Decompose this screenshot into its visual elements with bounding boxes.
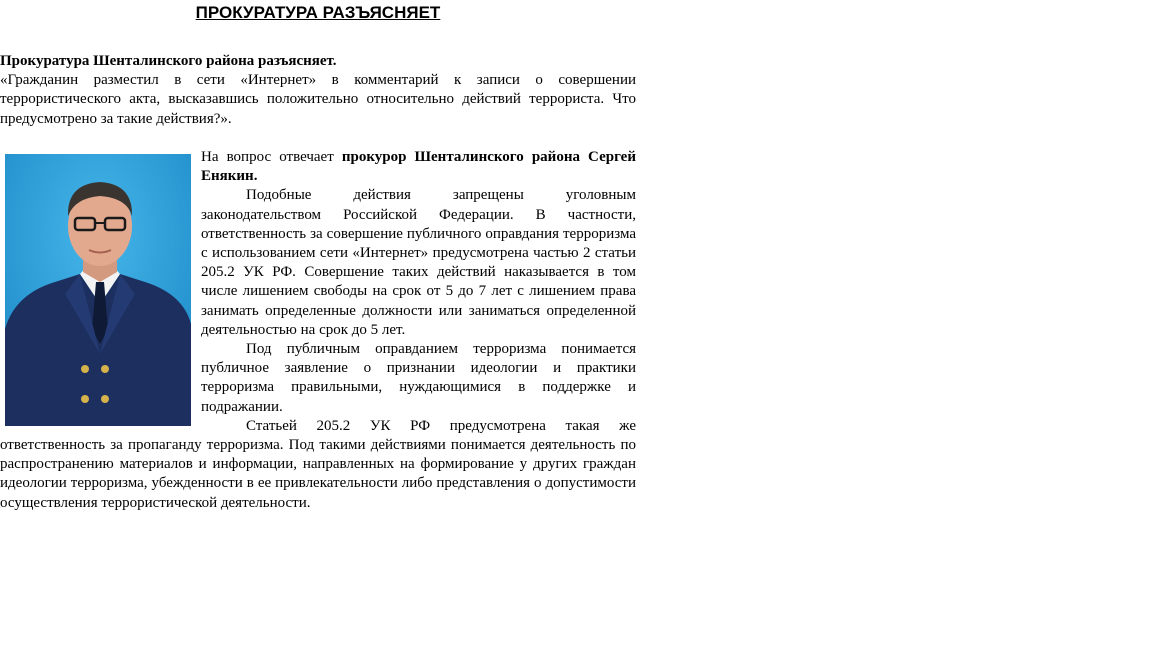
answer-paragraph-1: Подобные действия запрещены уголовным законодательством Российской Федерации. В частности, ответственность за совершение публичного оправдания терроризма с использованием сети «Интернет» предусмотрена частью 2 статьи 205.2 УК РФ. Совершение таких действий наказывается в том числе лишением свободы на срок от 5 до 7 лет с лишением права занимать определенные должности или заниматься определенной деятельностью на срок до 5 лет. <box>201 187 636 338</box>
page-title: ПРОКУРАТУРА РАЗЪЯСНЯЕТ <box>195 3 441 22</box>
citizen-question: «Гражданин разместил в сети «Интернет» в комментарий к записи о совершении террористического акта, высказавшись положительно относительно действий террориста. Что предусмотрено за такие действия?». <box>0 72 636 127</box>
prosecutor-photo <box>5 154 191 426</box>
intro-block <box>0 52 636 148</box>
answer-lead-text: На вопрос отвечает <box>201 149 342 165</box>
answer-paragraph-2: Под публичным оправданием терроризма понимается публичное заявление о признании идеологии и практики терроризма правильными, нуждающимися в поддержке и подражании. <box>201 341 636 415</box>
intro-title: Прокуратура Шенталинского района разъясняет. <box>0 53 337 69</box>
answer-paragraph-3: Статьей 205.2 УК РФ предусмотрена такая же ответственность за пропаганду терроризма. Под такими действиями понимается деятельность по распространению материалов и информации, направленных на формирование у других граждан идеологии терроризма, убежденности в ее привлекательности либо представления о допустимости осуществления террористической деятельности. <box>0 417 636 511</box>
article-body <box>0 52 636 513</box>
prosecutor-portrait-icon <box>5 154 191 426</box>
prosecutor-name: прокурор Шенталинского района Сергей Енякин. <box>201 149 636 185</box>
